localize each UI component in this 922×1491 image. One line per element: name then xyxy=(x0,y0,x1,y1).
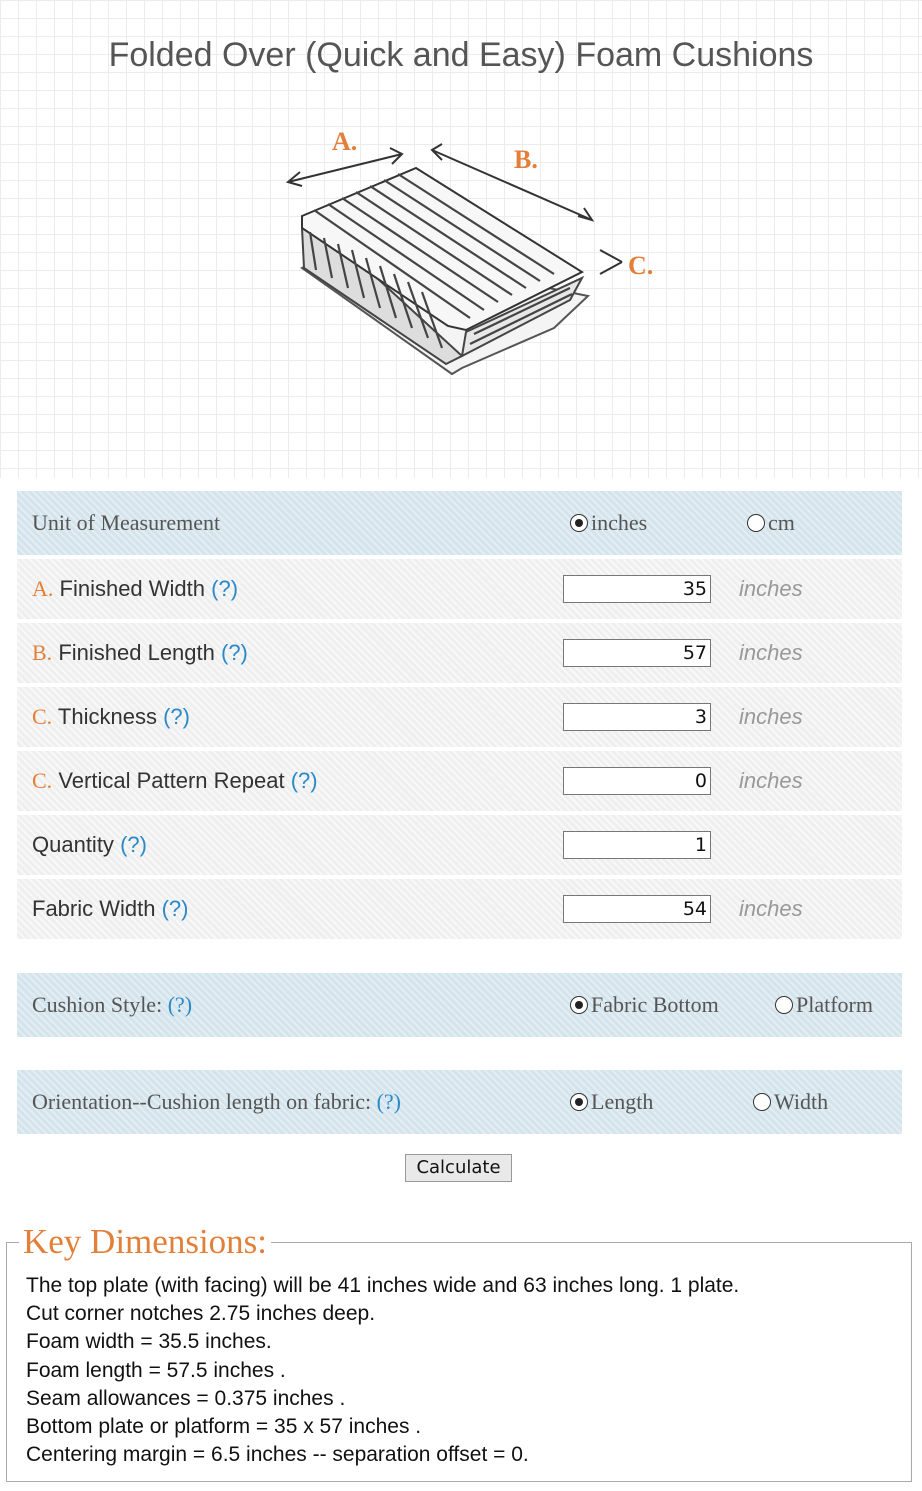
unit-text: inches xyxy=(739,576,803,601)
unit-row xyxy=(17,491,902,555)
vertical-repeat-input[interactable]: 0 xyxy=(563,767,711,795)
label-c: C. xyxy=(628,251,654,280)
help-link[interactable]: (?) xyxy=(163,704,190,729)
radio-icon[interactable] xyxy=(570,514,588,532)
calculate-button[interactable]: Calculate xyxy=(405,1154,512,1182)
help-link[interactable]: (?) xyxy=(167,992,193,1017)
hero-grid-background xyxy=(0,0,922,478)
cushion-style-row xyxy=(17,973,902,1037)
unit-option-cm[interactable]: cm xyxy=(747,510,795,536)
field-row-quantity xyxy=(17,815,902,875)
radio-icon[interactable] xyxy=(775,996,793,1014)
result-line: Seam allowances = 0.375 inches . xyxy=(26,1386,346,1410)
field-row-finished-width xyxy=(17,559,902,619)
help-link[interactable]: (?) xyxy=(221,640,248,665)
unit-option-inches[interactable]: inches xyxy=(570,510,647,536)
result-line: The top plate (with facing) will be 41 inches wide and 63 inches long. 1 plate. xyxy=(26,1274,740,1297)
radio-icon[interactable] xyxy=(753,1093,771,1111)
cushion-diagram xyxy=(270,120,670,390)
help-link[interactable]: (?) xyxy=(376,1089,402,1114)
field-letter: C. xyxy=(32,768,53,793)
result-line: Centering margin = 6.5 inches -- separation offset = 0. xyxy=(26,1443,529,1467)
result-line: Bottom plate or platform = 35 x 57 inches . xyxy=(26,1415,422,1439)
field-letter: B. xyxy=(32,640,53,665)
field-label: Vertical Pattern Repeat xyxy=(58,768,285,793)
label-b: B. xyxy=(514,145,538,174)
cushion-style-label: Cushion Style: xyxy=(32,992,163,1017)
help-link[interactable]: (?) xyxy=(290,768,318,793)
finished-width-input[interactable]: 35 xyxy=(563,575,711,603)
help-link[interactable]: (?) xyxy=(161,896,189,921)
radio-icon[interactable] xyxy=(747,514,765,532)
cushion-style-option-fabric-bottom[interactable]: Fabric Bottom xyxy=(570,992,719,1018)
radio-icon[interactable] xyxy=(570,1093,588,1111)
orientation-option-length[interactable]: Length xyxy=(570,1089,653,1115)
field-label: Finished Width xyxy=(59,576,206,601)
orientation-option-width[interactable]: Width xyxy=(753,1089,828,1115)
orientation-row xyxy=(17,1070,902,1134)
field-label: Thickness xyxy=(57,704,157,729)
key-dimensions-legend: Key Dimensions: xyxy=(19,1222,271,1262)
field-letter: C. xyxy=(32,704,53,729)
radio-icon[interactable] xyxy=(570,996,588,1014)
result-line: Cut corner notches 2.75 inches deep. xyxy=(26,1302,376,1326)
field-row-vertical-repeat xyxy=(17,751,902,811)
page-title: Folded Over (Quick and Easy) Foam Cushions xyxy=(108,36,814,74)
thickness-input[interactable]: 3 xyxy=(563,703,711,731)
help-link[interactable]: (?) xyxy=(120,832,147,857)
field-label: Quantity xyxy=(32,832,114,857)
cushion-style-option-platform[interactable]: Platform xyxy=(775,992,873,1018)
result-line: Foam length = 57.5 inches . xyxy=(26,1358,286,1382)
field-row-thickness xyxy=(17,687,902,747)
orientation-label: Orientation--Cushion length on fabric: xyxy=(32,1089,372,1114)
result-line: Foam width = 35.5 inches. xyxy=(26,1330,272,1354)
field-row-fabric-width xyxy=(17,879,902,939)
field-letter: A. xyxy=(32,576,54,601)
field-row-finished-length xyxy=(17,623,902,683)
unit-label: Unit of Measurement xyxy=(32,510,221,535)
fabric-width-input[interactable]: 54 xyxy=(563,895,711,923)
unit-text: inches xyxy=(739,896,803,921)
help-link[interactable]: (?) xyxy=(211,576,239,601)
key-dimensions-results xyxy=(26,1272,739,1469)
field-label: Finished Length xyxy=(58,640,215,665)
field-label: Fabric Width xyxy=(32,896,156,921)
finished-length-input[interactable]: 57 xyxy=(563,639,711,667)
unit-text: inches xyxy=(739,704,803,729)
unit-text: inches xyxy=(739,768,803,793)
quantity-input[interactable]: 1 xyxy=(563,831,711,859)
label-a: A. xyxy=(332,127,358,156)
unit-text: inches xyxy=(739,640,803,665)
